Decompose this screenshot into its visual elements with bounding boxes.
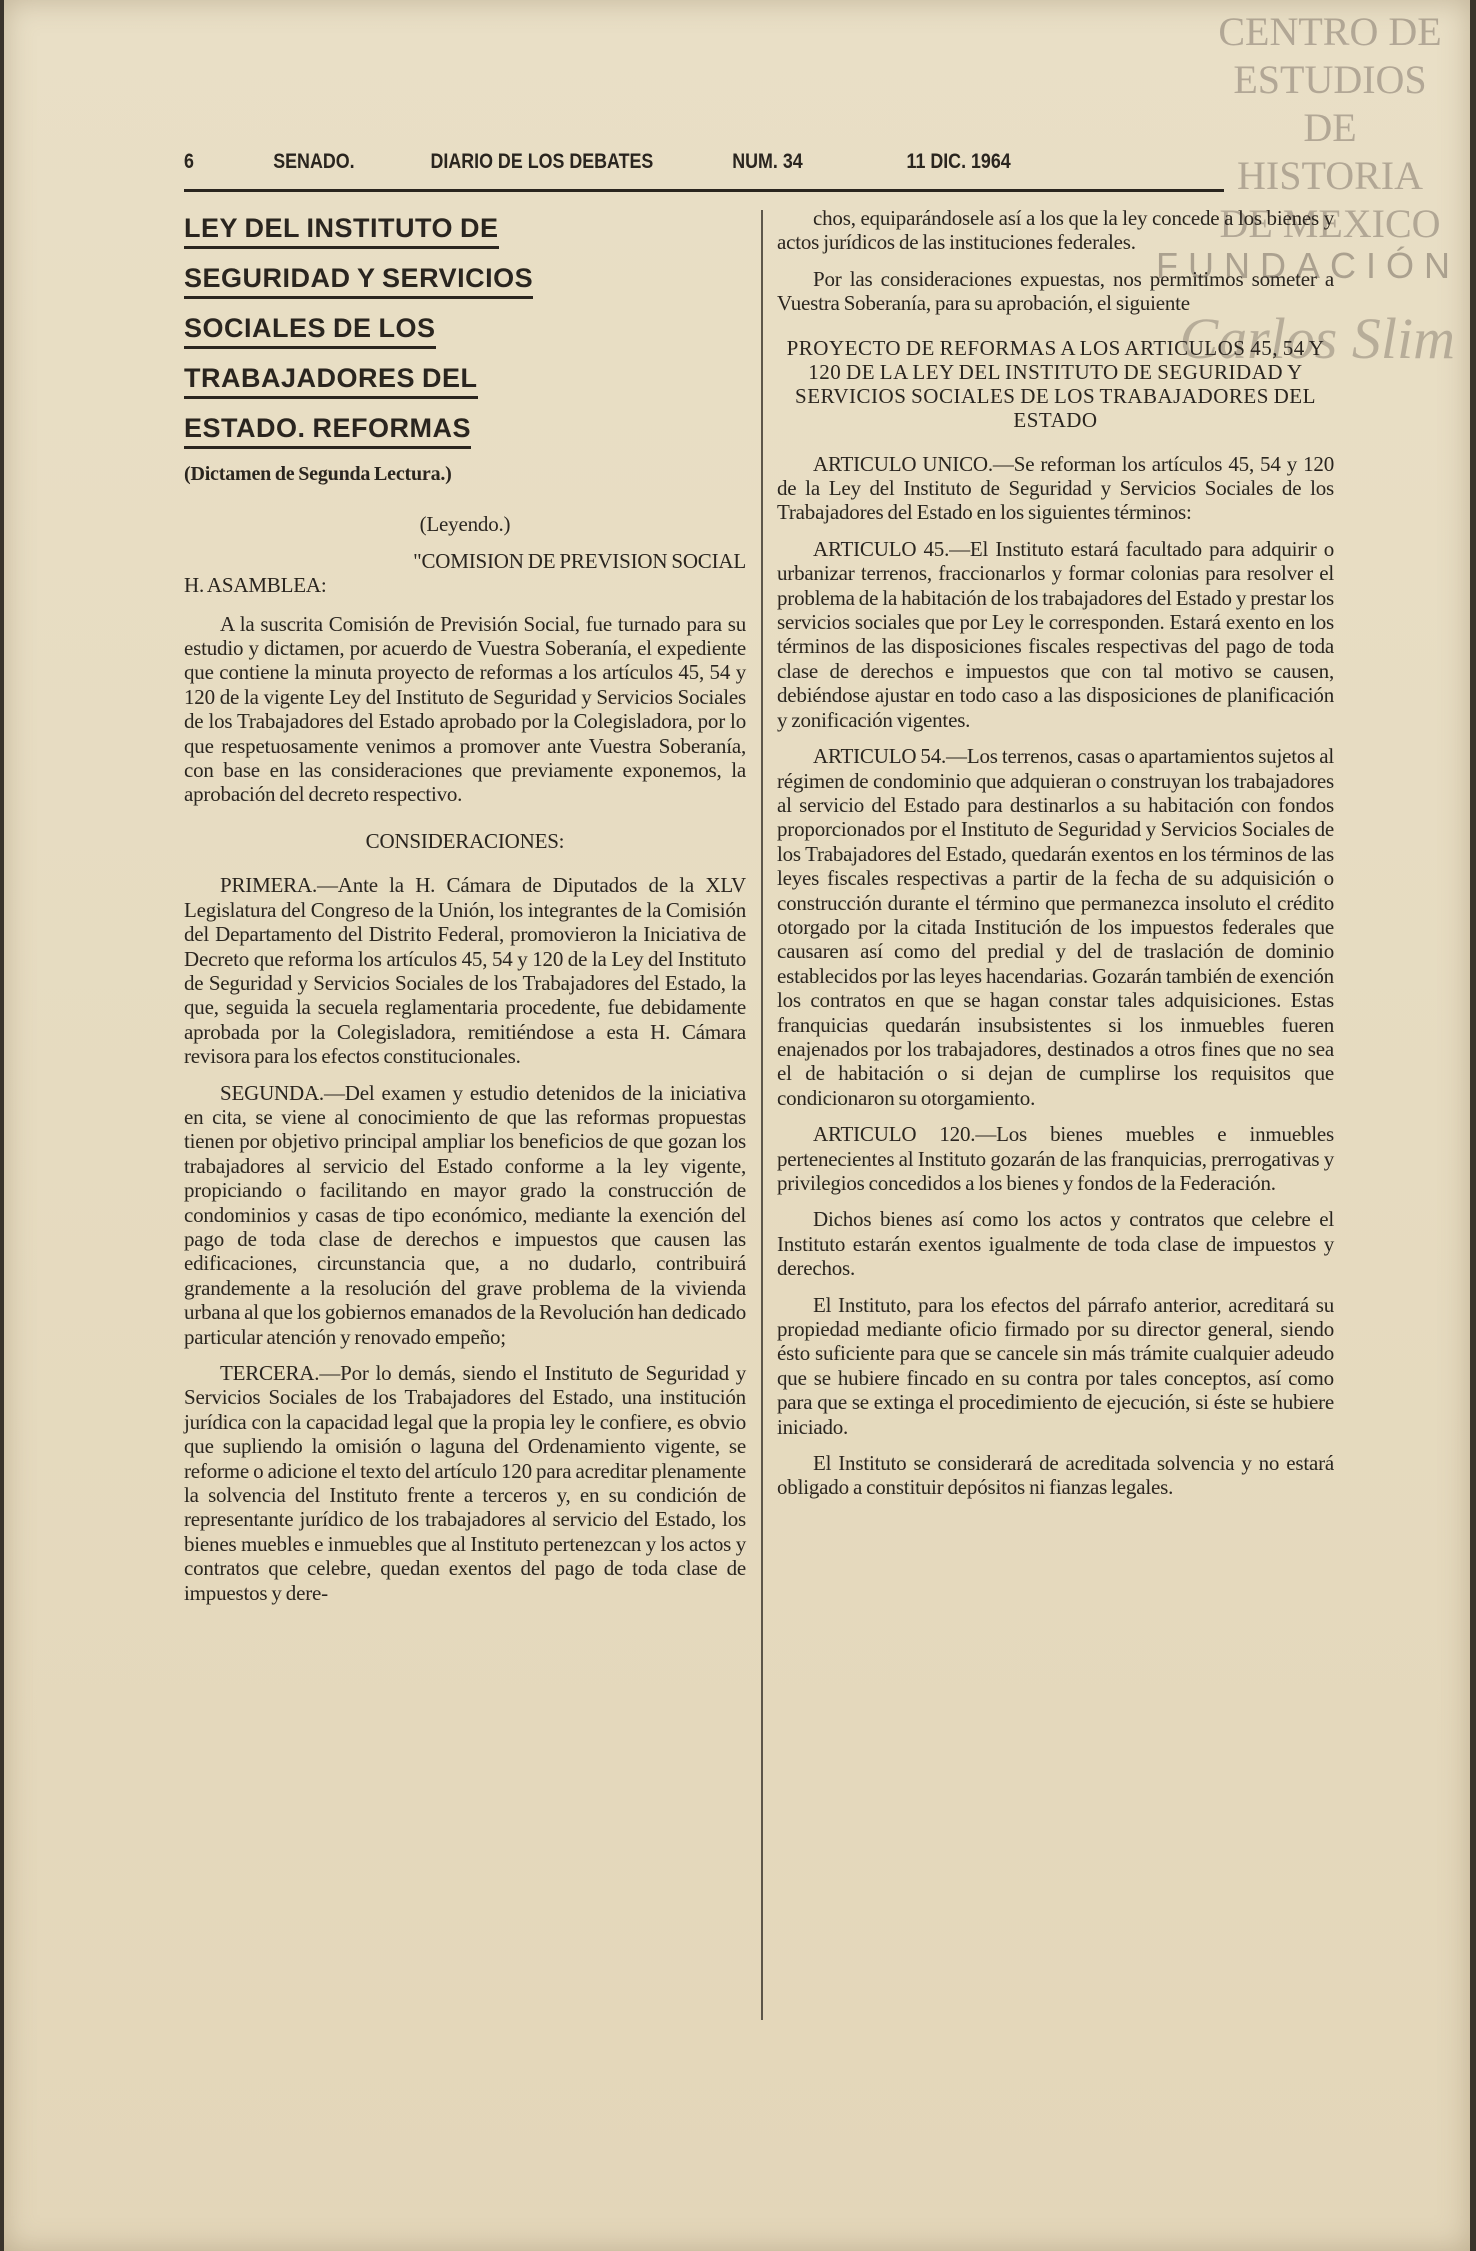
- paragraph: El Instituto, para los efectos del párrafo anterior, acreditará su propiedad mediante oficio firmado por su director general, siendo ésto suficiente para que se cancele sin más trámite cualquier adeudo que se hubiere fincado en su contra por tales conceptos, así como para que se extinga el procedimiento de ejecución, si éste se hubiere iniciado.: [777, 1292, 1334, 1439]
- commission-name: "COMISION DE PREVISION SOCIAL: [413, 548, 746, 573]
- title-line: SOCIALES DE LOS: [184, 310, 436, 349]
- project-heading: PROYECTO DE REFORMAS A LOS ARTICULOS 45, 54 Y 120 DE LA LEY DEL INSTITUTO DE SEGURIDAD Y SERVICIOS SOCIALES DE LOS TRABAJADORES DEL ESTADO: [786, 335, 1325, 432]
- paragraph: TERCERA.—Por lo demás, siendo el Instituto de Seguridad y Servicios Sociales de los Trabajadores del Estado, una institución jurídica con la capacidad legal que la propia ley le confiere, es obvio que supliendo la omisión o laguna del Ordenamiento vigente, se reforme o adicione el texto del artículo 120 para acreditar plenamente la solvencia del Instituto frente a terceros y, en su condición de representante jurídico de los trabajadores al servicio del Estado, los bienes muebles e inmuebles que al Instituto pertenezcan y los actos y contratos que celebre, quedan exentos del pago de toda clase de impuestos y dere-: [184, 1361, 746, 1605]
- page-number: 6: [184, 150, 194, 173]
- section-heading: CONSIDERACIONES:: [365, 828, 565, 853]
- paragraph: ARTICULO 54.—Los terrenos, casas o apartamientos sujetos al régimen de condominio que adquieran o construyan los trabajadores al servicio del Estado para destinarlos a su habitación con fondos proporcionados por el Instituto de Seguridad y Servicios Sociales de los Trabajadores del Estado, quedarán exentos en los términos de las leyes fiscales respectivas a partir de la fecha de su adquisición o construcción durante el término que permanezca insoluto el crédito otorgado por la citada Institución de los impuestos federales que causaren así como del predial y del de traslación de dominio establecidos por las leyes hacendarias. Gozarán también de exención los contratos en que se hagan constar tales adquisiciones. Estas franquicias quedarán insubsistentes si los inmuebles fueren enajenados por los trabajadores, destinados a otros fines que no sea el de habitación o si dejan de cumplirse los requisitos que condicionaron su otorgamiento.: [777, 744, 1334, 1110]
- reading-note: (Leyendo.): [419, 512, 511, 537]
- title-line: SEGURIDAD Y SERVICIOS: [184, 260, 533, 299]
- watermark-signature: Carlos Slim: [1179, 306, 1455, 371]
- title-line: TRABAJADORES DEL: [184, 360, 478, 399]
- paragraph: Por las consideraciones expuestas, nos permitimos someter a Vuestra Soberanía, para su aprobación, el siguiente: [777, 266, 1334, 316]
- watermark-foundation: FUNDACIÓN: [1156, 245, 1460, 286]
- paragraph: ARTICULO 120.—Los bienes muebles e inmuebles pertenecientes al Instituto gozarán de las franquicias, prerrogativas y privilegios concedidos a los bienes y fondos de la Federación.: [777, 1122, 1334, 1195]
- issue-number: NUM. 34: [732, 150, 803, 173]
- column-divider: [761, 210, 763, 2020]
- chamber: SENADO.: [273, 150, 355, 173]
- paragraph: ARTICULO 45.—El Instituto estará facultado para adquirir o urbanizar terrenos, fraccionarlos y formar colonias para resolver el problema de la habitación de los trabajadores del Estado y prestar los servicios sociales que por Ley le corresponden. Estará exento en los términos de las disposiciones fiscales respectivas del pago de toda clase de derechos e impuestos que con tal motivo se causen, debiéndose ajustar en todo caso a las disposiciones de planificación y zonificación vigentes.: [777, 536, 1334, 732]
- right-column: [777, 206, 1334, 1512]
- page-header: [184, 150, 1068, 178]
- document-page: [4, 0, 1470, 2251]
- article-subtitle: (Dictamen de Segunda Lectura.): [184, 463, 452, 485]
- watermark-line: ESTUDIOS: [1233, 57, 1427, 102]
- paragraph: chos, equiparándosele así a los que la ley concede a los bienes y actos jurídicos de las instituciones federales.: [777, 206, 1334, 255]
- left-column: [184, 206, 746, 1617]
- title-line: ESTADO. REFORMAS: [184, 410, 471, 449]
- paragraph: PRIMERA.—Ante la H. Cámara de Diputados de la XLV Legislatura del Congreso de la Unión, los integrantes de la Comisión del Departamento del Distrito Federal, promovieron la Iniciativa de Decreto que reforma los artículos 45, 54 y 120 de la Ley del Instituto de Seguridad y Servicios Sociales de los Trabajadores del Estado, la que, seguida la secuela reglamentaria procedente, fue debidamente aprobada por la Colegisladora, remitiéndose a esta H. Cámara revisora para los efectos constitucionales.: [184, 873, 746, 1069]
- header-rule: [184, 189, 1224, 192]
- paragraph: El Instituto se considerará de acreditada solvencia y no estará obligado a constituir depósitos ni fianzas legales.: [777, 1451, 1334, 1500]
- paragraph: A la suscrita Comisión de Previsión Social, fue turnado para su estudio y dictamen, por acuerdo de Vuestra Soberanía, el expediente que contiene la minuta proyecto de reformas a los artículos 45, 54 y 120 de la vigente Ley del Instituto de Seguridad y Servicios Sociales de los Trabajadores del Estado aprobado por la Colegisladora, por lo que respetuosamente venimos a promover ante Vuestra Soberanía, con base en las consideraciones que previamente exponemos, la aprobación del decreto respectivo.: [184, 611, 746, 807]
- watermark-line: DE MEXICO: [1219, 201, 1441, 246]
- watermark-line: CENTRO DE: [1218, 9, 1442, 54]
- paragraph: ARTICULO UNICO.—Se reforman los artículos 45, 54 y 120 de la Ley del Instituto de Seguridad y Servicios Sociales de los Trabajadores del Estado en los siguientes términos:: [777, 451, 1334, 525]
- salutation: H. ASAMBLEA:: [184, 573, 327, 598]
- article-title: [184, 206, 746, 456]
- title-line: LEY DEL INSTITUTO DE: [184, 210, 499, 249]
- issue-date: 11 DIC. 1964: [906, 150, 1011, 173]
- watermark-line: DE HISTORIA: [1237, 105, 1423, 198]
- paragraph: SEGUNDA.—Del examen y estudio detenidos de la iniciativa en cita, se viene al conocimiento de que las reformas propuestas tienen por objetivo principal ampliar los beneficios de que gozan los trabajadores al servicio del Estado conforme a la ley vigente, propiciando o facilitando en mayor grado la construcción de condominios y casas de tipo económico, mediante la exención del pago de toda clase de derechos e impuestos que causen las edificaciones, circunstancia que, a no dudarlo, contribuirá grandemente a la resolución del grave problema de la vivienda urbana al que los gobiernos emanados de la Revolución han dedicado particular atención y renovado empeño;: [184, 1080, 746, 1349]
- paragraph: Dichos bienes así como los actos y contratos que celebre el Instituto estarán exentos igualmente de toda clase de impuestos y derechos.: [777, 1207, 1334, 1281]
- publication-name: DIARIO DE LOS DEBATES: [430, 150, 654, 173]
